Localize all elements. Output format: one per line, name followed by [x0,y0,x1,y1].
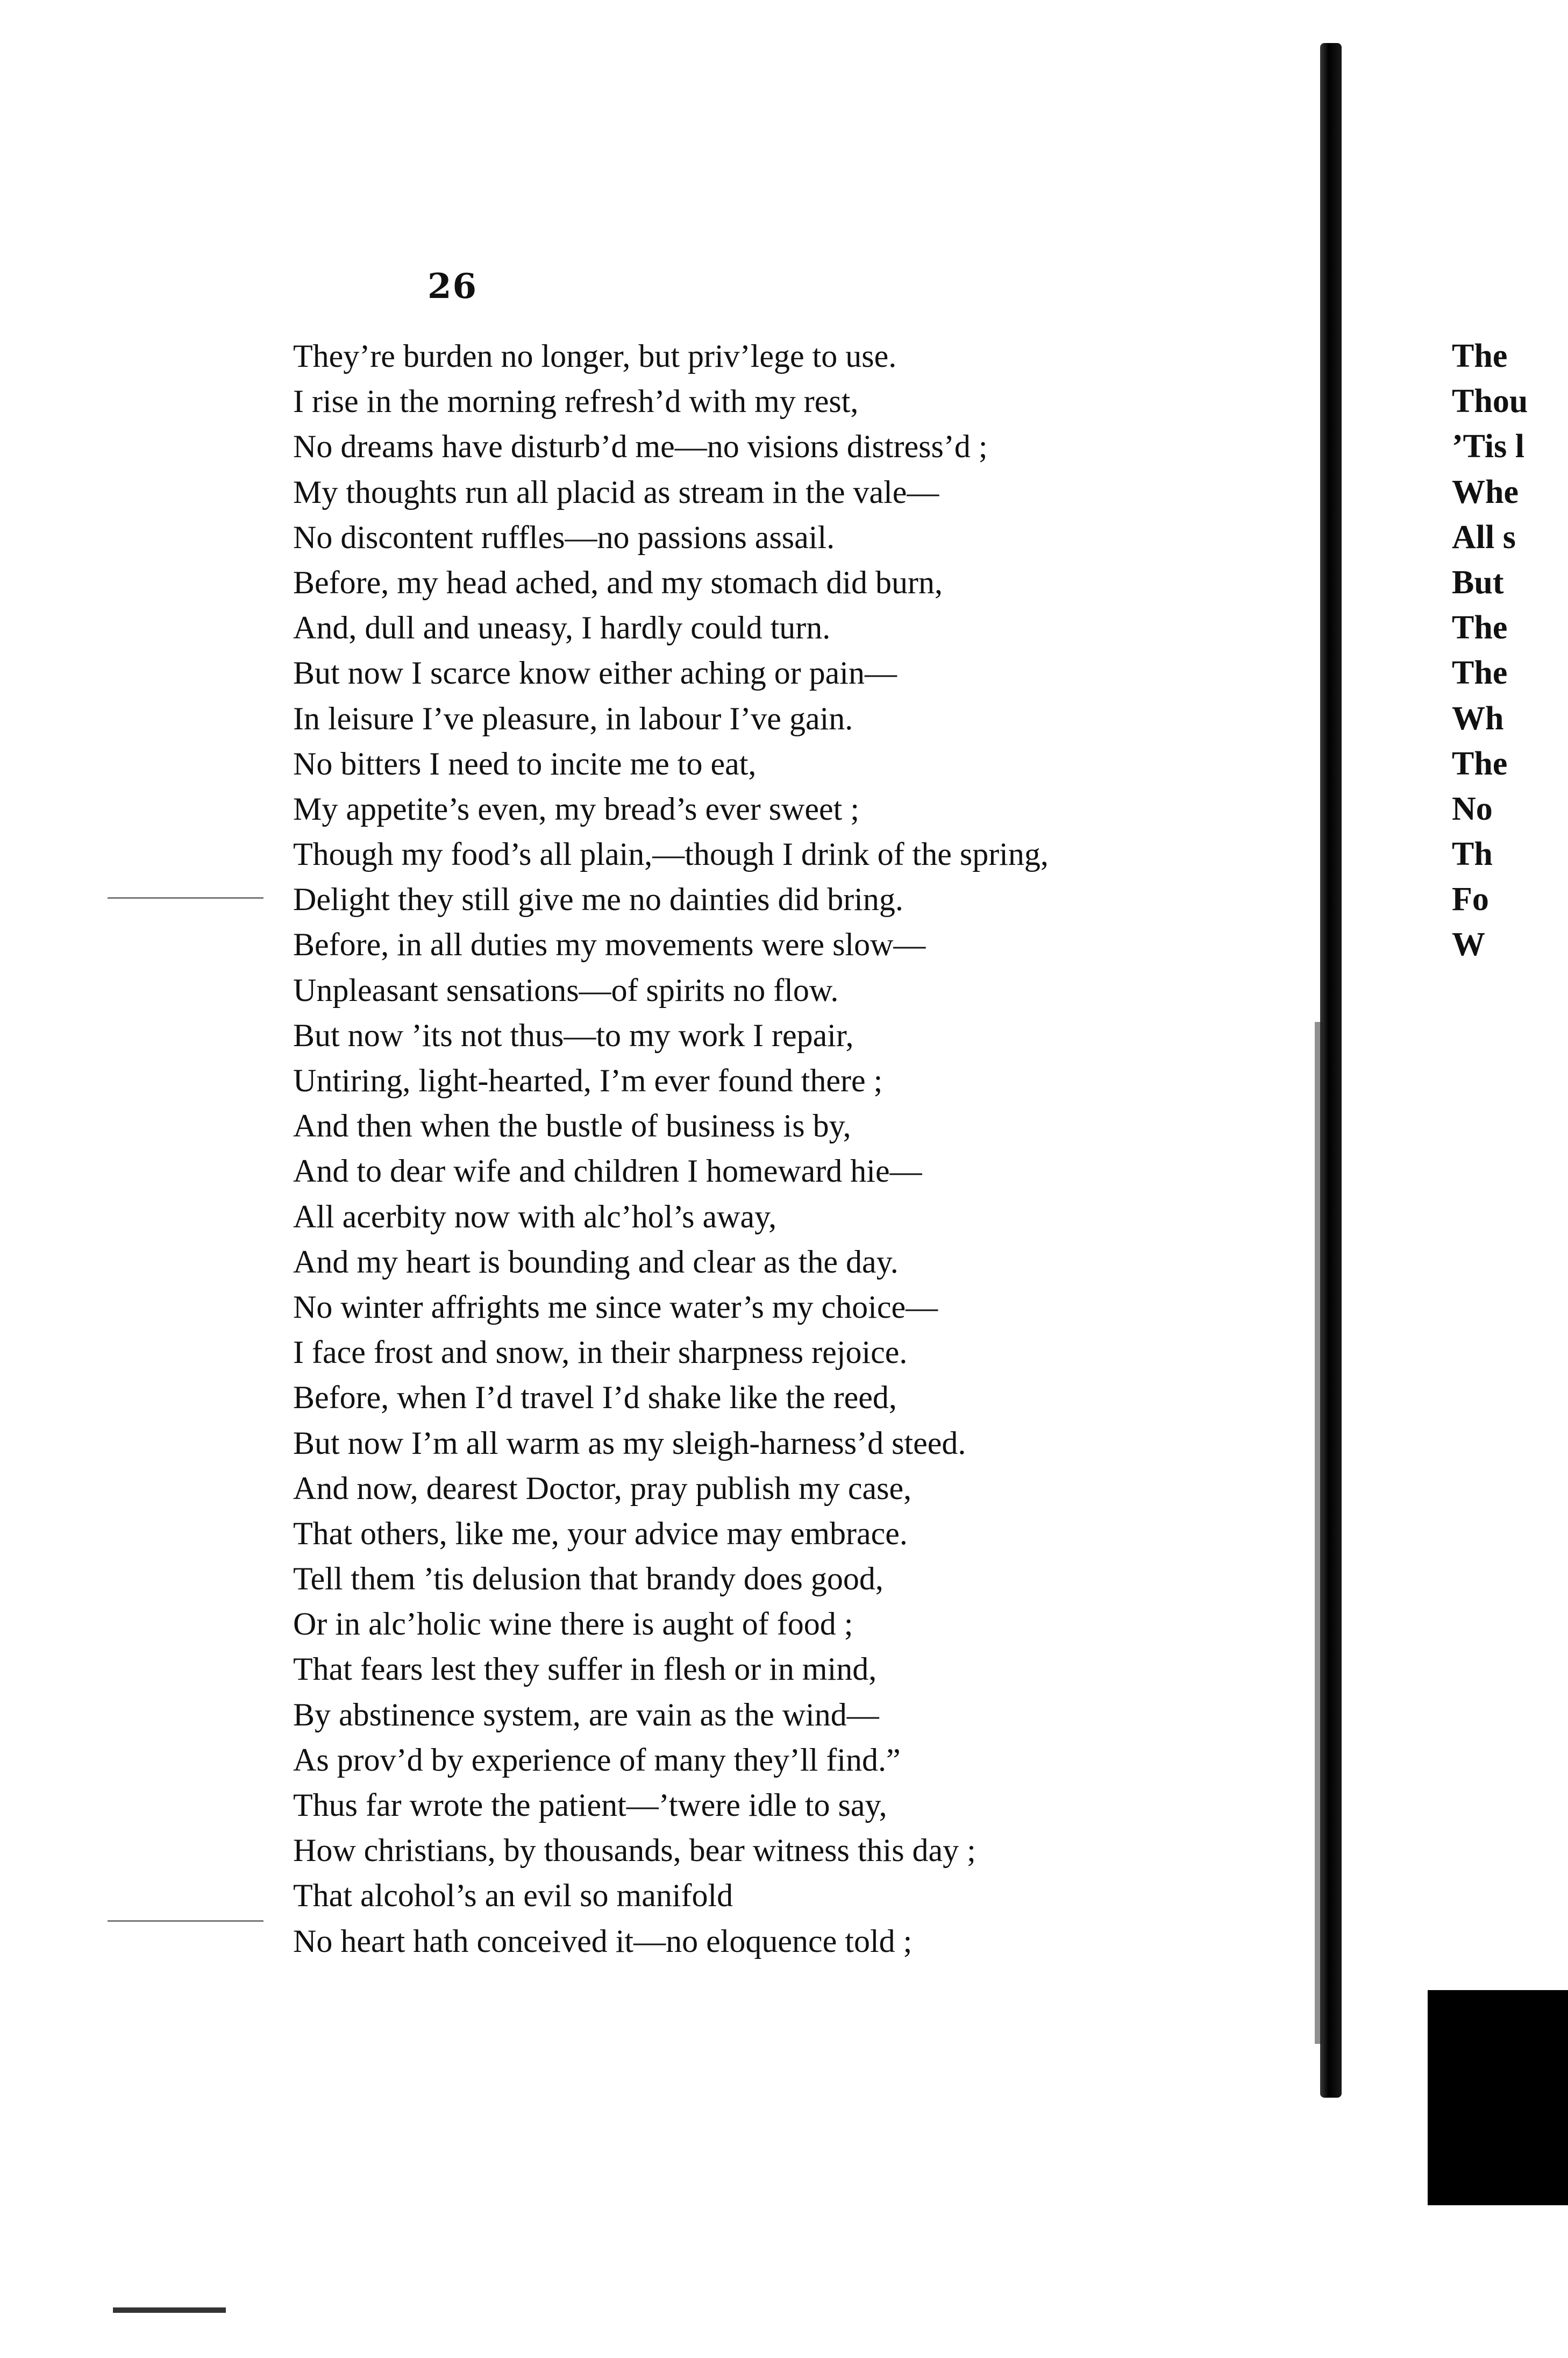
poem-line: No discontent ruffles—no passions assail. [293,519,835,555]
poem-line: No heart hath conceived it—no eloquence told ; [293,1923,913,1959]
facing-page-line-fragment: Th [1452,836,1493,873]
poem-line: That alcohol’s an evil so manifold [293,1878,733,1914]
poem-text [293,333,1315,1964]
book-gutter-shadow-inner [1315,1022,1324,2044]
poem-line: But now I scarce know either aching or pain— [293,655,897,691]
corner-smudge [113,2307,226,2313]
facing-page-dark-edge [1428,1990,1568,2205]
facing-page-line-fragment: ’Tis l [1452,428,1524,465]
facing-page-line-fragment: Whe [1452,473,1519,510]
poem-line: My thoughts run all placid as stream in the vale— [293,474,939,510]
poem-line: But now I’m all warm as my sleigh-harness’d steed. [293,1425,966,1461]
margin-rule-left-lower [108,1920,263,1922]
poem-line: That others, like me, your advice may embrace. [293,1515,908,1551]
facing-page-line-fragment: But [1452,564,1504,601]
facing-page-line-fragment: The [1452,655,1508,692]
poem-line: I face frost and snow, in their sharpness rejoice. [293,1334,908,1370]
poem-line: Or in alc’holic wine there is aught of food ; [293,1606,853,1642]
poem-line: And now, dearest Doctor, pray publish my case, [293,1470,912,1506]
poem-line: How christians, by thousands, bear witness this day ; [293,1833,976,1869]
poem-line: Before, my head ached, and my stomach did burn, [293,564,943,600]
facing-page-line-fragment: No [1452,790,1493,827]
facing-page-fragments [1452,333,1568,968]
poem-line: Unpleasant sensations—of spirits no flow. [293,972,839,1008]
poem-line: In leisure I’ve pleasure, in labour I’ve gain. [293,700,853,736]
facing-page-line-fragment: The [1452,609,1508,647]
poem-line: And, dull and uneasy, I hardly could turn. [293,610,831,646]
poem-line: Before, when I’d travel I’d shake like the reed, [293,1380,897,1416]
poem-line: And my heart is bounding and clear as the day. [293,1244,899,1280]
poem-line: No winter affrights me since water’s my choice— [293,1289,938,1325]
page-number: 26 [427,266,478,307]
facing-page-line-fragment: The [1452,338,1508,374]
poem-line: No dreams have disturb’d me—no visions distress’d ; [293,429,988,465]
poem-line: My appetite’s even, my bread’s ever sweet ; [293,791,859,827]
facing-page-line-fragment: The [1452,745,1508,782]
facing-page-line-fragment: Wh [1452,700,1504,737]
facing-page-line-fragment: Thou [1452,383,1528,420]
poem-line: By abstinence system, are vain as the wind— [293,1696,879,1732]
facing-page-line-fragment: All s [1452,519,1516,556]
poem-line: Before, in all duties my movements were slow— [293,927,926,963]
facing-page-line-fragment: Fo [1452,881,1489,918]
poem-line: I rise in the morning refresh’d with my rest, [293,383,859,420]
poem-line: They’re burden no longer, but priv’lege to use. [293,338,897,374]
poem-line: And then when the bustle of business is by, [293,1108,851,1144]
facing-page-line-fragment: W [1452,926,1485,963]
poem-line: And to dear wife and children I homeward hie— [293,1153,922,1189]
margin-rule-left [108,897,263,899]
poem-line: No bitters I need to incite me to eat, [293,745,757,782]
poem-line: All acerbity now with alc’hol’s away, [293,1198,777,1234]
poem-line: As prov’d by experience of many they’ll find.” [293,1742,901,1778]
poem-line: Delight they still give me no dainties did bring. [293,882,903,918]
poem-line: Untiring, light-hearted, I’m ever found there ; [293,1063,883,1098]
poem-line: That fears lest they suffer in flesh or in mind, [293,1651,877,1687]
poem-line: Though my food’s all plain,—though I drink of the spring, [293,836,1049,872]
poem-line: But now ’its not thus—to my work I repair, [293,1017,854,1053]
poem-line: Thus far wrote the patient—’twere idle to say, [293,1787,887,1823]
poem-line: Tell them ’tis delusion that brandy does good, [293,1561,883,1597]
